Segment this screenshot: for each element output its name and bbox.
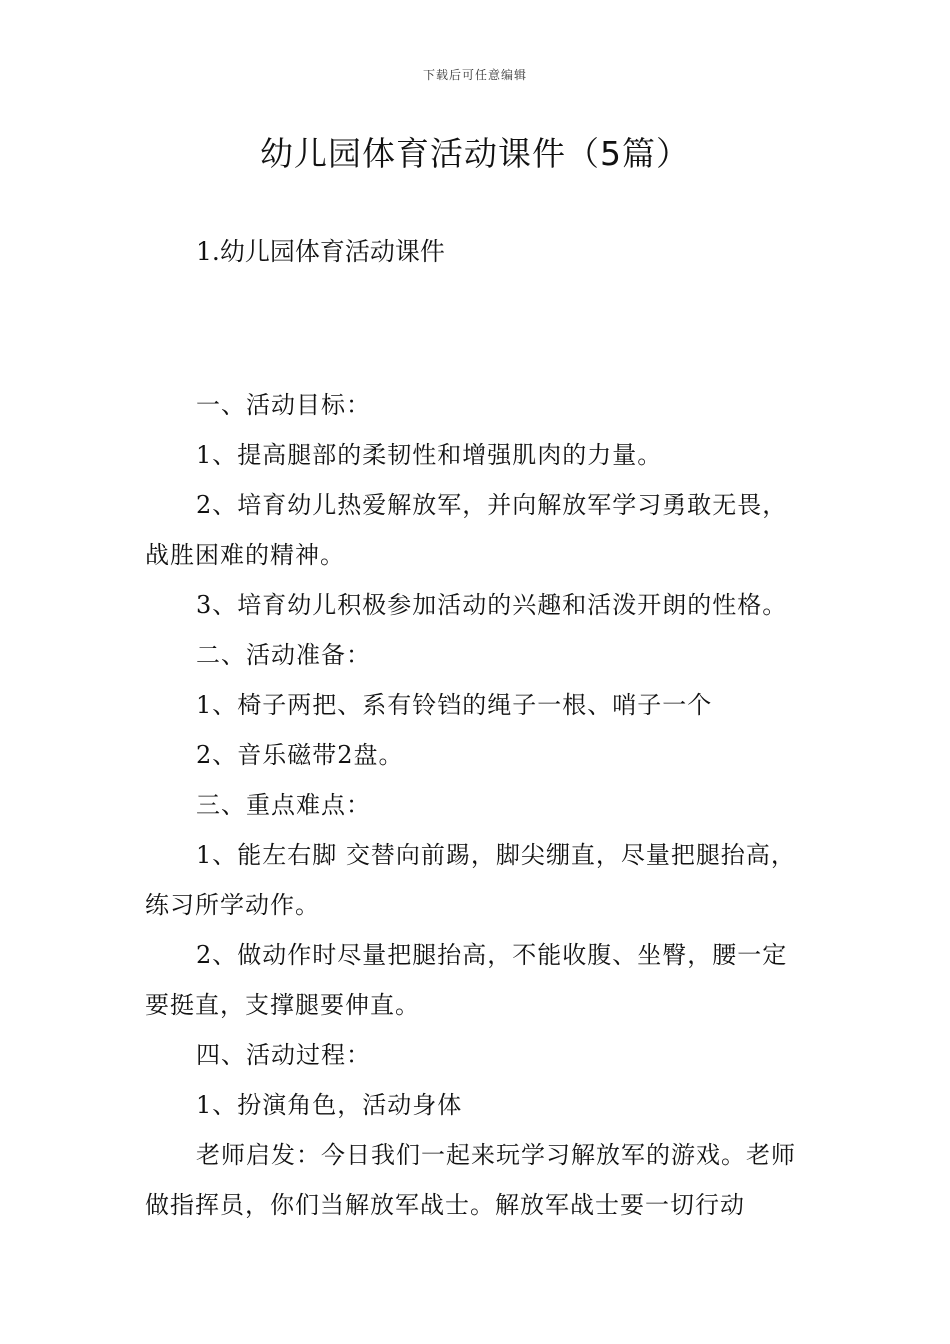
paragraph: 一、活动目标： — [196, 391, 371, 419]
paragraph: 1、椅子两把、系有铃铛的绳子一根、哨子一个 — [196, 691, 713, 719]
body-text — [145, 380, 810, 1230]
section-heading: 1.幼儿园体育活动课件 — [196, 237, 445, 266]
paragraph: 3、培育幼儿积极参加活动的兴趣和活泼开朗的性格。 — [196, 591, 788, 619]
paragraph: 二、活动准备： — [196, 641, 371, 669]
paragraph: 三、重点难点： — [196, 791, 371, 819]
paragraph: 1、能左右脚 交替向前踢，脚尖绷直，尽量把腿抬高，练习所学动作。 — [145, 841, 796, 919]
paragraph: 2、培育幼儿热爱解放军，并向解放军学习勇敢无畏，战胜困难的精神。 — [145, 491, 788, 569]
paragraph: 2、做动作时尽量把腿抬高，不能收腹、坐臀，腰一定要挺直，支撑腿要伸直。 — [145, 941, 788, 1019]
document-title: 幼儿园体育活动课件（5篇） — [260, 134, 690, 173]
paragraph: 1、扮演角色，活动身体 — [196, 1091, 463, 1119]
paragraph: 1、提高腿部的柔韧性和增强肌肉的力量。 — [196, 441, 663, 469]
paragraph: 四、活动过程： — [196, 1041, 371, 1069]
paragraph: 2、音乐磁带2盘。 — [196, 741, 404, 769]
paragraph: 老师启发：今日我们一起来玩学习解放军的游戏。老师做指挥员，你们当解放军战士。解放军战士要一切行动 — [145, 1141, 796, 1219]
header-note: 下载后可任意编辑 — [422, 68, 527, 82]
